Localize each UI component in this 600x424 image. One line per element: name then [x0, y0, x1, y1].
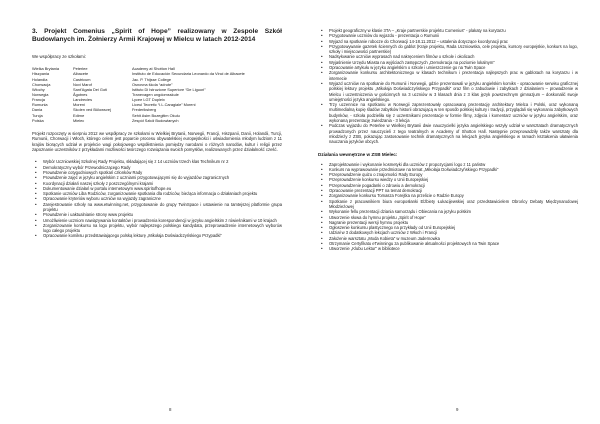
list-item: • Demokratyczny wybór Przewodniczącego Rady — [32, 165, 282, 170]
list-item: • Otrzymanie Certyfikatu eTwinningu za publikowanie aktualności projektowych na Twin Space — [318, 241, 578, 246]
list-item: • Spotkanie uczniów Liba Rodziców, zorganizowanie spotkania dla rodziców, bieżąca informacja o działaniach projektu — [32, 191, 282, 196]
partner-school: Frederiksberg — [132, 107, 157, 113]
section-heading: Działania wewnętrzne w ZSB Mielec: — [318, 151, 398, 157]
partner-country: Polska — [32, 117, 44, 123]
list-item: • Opracowanie prezentacji PPT na temat demokracji — [318, 188, 578, 193]
partner-school: Osnovna škola “adrute” — [132, 81, 173, 87]
partner-school: Tranevagen ungdomsskule — [132, 92, 179, 97]
partner-row — [32, 118, 245, 123]
partner-school: Liceul Teoretic “I.L.Caragiale” Moreni — [132, 102, 196, 108]
partner-country: Dania — [32, 107, 43, 113]
list-item: • Opracowanie kryteriów wyboru uczniów na wyjazdy zagraniczne — [32, 196, 282, 201]
list-item: • Koordynacji działań naszej szkoły z poszczególnymi krajami — [32, 181, 282, 186]
list-item: • Spotkanie z pracownikiem biura europosłanki Elżbiety Łukacijewskiej oraz przedstawicielem Obrońcy Debaty Międzynarodowej Młodzieżowej — [318, 199, 578, 210]
list-item: • Opracowanie komiksu przedstawiającego polską lekturę „Mikołaja Doświadczyńskiego Przypadki” — [32, 233, 282, 238]
list-item: • Wyjaśnienie Urzędu Miasta na wyjściach zastępczych „Demokracja na poziomie lokalnym” — [318, 60, 578, 65]
partner-school: Academy at Shotton Hall — [132, 66, 175, 72]
list-item: • Założenie warsztatu „Moda Kobieta” w muzeum Jadernowka — [318, 236, 578, 241]
partner-country: Francja — [32, 97, 45, 103]
page-number: 9 — [456, 407, 459, 412]
list-item: • Prowadzenie i uaktualnianie strony www projektu — [32, 212, 282, 217]
partner-school: Istituto Di Istruzione Superiore “De Liguori” — [132, 86, 206, 92]
document-title: 3. Projekt Comenius „Spirit of Hope” realizowany w Zespole Szkół Budowlanych im. Żołnierzy Armii Krajowej w Mielcu w latach 2012-2014 — [32, 28, 282, 44]
partner-country: Turcja — [32, 112, 43, 118]
list-item: • Wykonanie fellu prezentacji dziania samorządu i Obiecania na języku polskim — [318, 209, 578, 214]
list-item: • Przeprowadzenie konkursu wiedzy o Unii Europejskiej — [318, 177, 578, 182]
list-item: • Wyjazd na spotkanie robocze do Chorwacji 14-18.11.2012 – ustalenia dotyczące koordynacji prac — [318, 39, 578, 44]
internal-activities-list — [318, 162, 578, 252]
partner-country: Norwegia — [32, 92, 49, 97]
partner-city: Novi Marof — [73, 81, 92, 87]
partner-country: Włochy — [32, 86, 45, 92]
list-item: • Zaprojektowanie i wykonanie kosmetyki dla uczniów z propozycjami logo z 11 państw — [318, 162, 578, 167]
project-description: Projekt rozpoczęty w sierpniu 2012 we współpracy ze szkołami w Wielkiej Brytanii, Norwegii, Francji, Hiszpanii, Danii, Holandii, Turcji, Rumunii, Chorwacji i Włoch, którego celem jest poparcie procesu obywatelskiej europejskości i uświadomienia młodym ludziom z 11 krajów biorących udział w projekcie wagi pokojowego współistnienia pomiędzy narodami o różnych narodów, kultur i religii przez zapoznanie uczestników z przykładami możliwości twórczego rozwiązania swoich pomysłów, realizowanych przez działalność cześć. — [32, 130, 282, 152]
list-item: • Przygotowywanie gazetek ściennych do gablot (Kraje projektu, Rada Uczniowska, cele projektu, kursory europejskie, konkurs na logo, szkoły i miejscowości partnerskie) — [318, 44, 578, 55]
list-item: • Nadsyłowanie uczniów wyprasach nad nakręceniem filmów o szkole i okolicach — [318, 54, 578, 59]
list-item: • Umożliwienie uczniom nawiązywania kontaktów i prowadzenia korespondencji w języku angielskim z rówieśnikami w 10 krajach — [32, 218, 282, 223]
partner-school: Instituto de Educación Secundaria Leonardo da Vinci de Albacete — [132, 71, 245, 77]
list-item: • Zorganizowanie konkursu architektonicznego w klasach technikum i prezentacja najlepszych prac w gablotach na korytarzu i w internecie — [318, 70, 578, 81]
partner-city: Moreni — [73, 102, 85, 108]
partner-city: Landrecies — [73, 97, 93, 103]
list-item: • Zorganizowanie konkursu Tomasza Forejtka na przelicie o Radzie Europy — [318, 193, 578, 198]
list-item: • Konkurs na wyprawowanie przedmiotowe na temat „Mikołaja Doświadczyńskiego Przypadki” — [318, 167, 578, 172]
partner-city: Edirne — [73, 112, 85, 118]
list-item: • Nagranie prezentacji wersji hymnu projektu — [318, 220, 578, 225]
list-item: • Udział w 3 dodatkowych lekcjach uczniów z Włoch i Francji — [318, 230, 578, 235]
right-page — [300, 0, 600, 424]
list-item: • Opracowanie artykułu w języku angielskim o szkole i umieszczenie go na Twin Space — [318, 65, 578, 70]
list-item: • Zarejestrowanie szkoły na www.etwinning.net, przygotowanie do grupy TwinSpace i ustawienie na tamtejszej platformie grupa projektu — [32, 202, 282, 213]
list-item: • Zorganizowanie konkursu na logo projektu, wybór najlepszego polskiego kandydata, przeprowadzenie internetowych wyborów logo całego projektu — [32, 223, 282, 234]
activities-list — [32, 159, 282, 238]
list-item: • Trzy uczennice na spotkaniu w Norwegii zaprezentowały opracowaną prezentację architektury Mielca i Polski, oraz wykonaną multimedialną kopię śladów zabytków historii obrazującą w ten sposób polskiej kultury i tradycji, przyglądali się wykonaniu zabytkowych budynków, - szkoła podzieliła się z uczestnikami prezentacje w formie filmy, zdjęcia i komentarz uczniów w języku angielskim, oraz wykonaną prezentację zwiedzania - 3 lekcja — [318, 102, 578, 123]
partner-schools-table — [32, 66, 245, 123]
partner-country: Rumunia — [32, 102, 48, 108]
list-item: • Prowadzenie cotygodniowych spotkań członków Rady — [32, 170, 282, 175]
list-item: • Utworzenie słowa do hymnu projektu „Spirit of Hope” — [318, 215, 578, 220]
partner-country: Holandia — [32, 76, 48, 82]
activities-list-continued — [318, 28, 578, 145]
partner-school: Lycee LGT Dupleix — [132, 97, 165, 103]
list-item: • Przeprowadzenie pogadanki o zdrowiu a demokracji — [318, 183, 578, 188]
list-item: • Przeprowadzenie quizu o znajomości Rady Europy — [318, 172, 578, 177]
list-item: • Utworzenie „Klubu Lektur” w bibliotece — [318, 246, 578, 251]
partner-city: Sant'Agata Dei Goti — [73, 86, 108, 92]
partners-intro: We współpracy ze szkołami: — [32, 53, 86, 59]
partner-city: Skolen ved Bülowsvej — [73, 107, 111, 113]
list-item: • Przygotowanie uczniów do wyjazdu - prezentacja o Rumunii — [318, 33, 578, 38]
list-item: • Dokumentowanie działań w portalu internetowym www.spiritofhope.eu — [32, 186, 282, 191]
partner-country: Wielka Brytania — [32, 66, 60, 72]
list-item: • Ogłoszenie konkursu plastycznego na przykłady od Unii Europejskiej — [318, 225, 578, 230]
partner-school: Sehit Asim Bozegitim Okulu — [132, 112, 180, 118]
list-item: • Prowadzenie zajęć w języku angielskim z uczniami przygotowującymi się do wyjazdów zagranicznych — [32, 175, 282, 180]
partner-city: Ågotnes — [73, 92, 88, 97]
list-item: • Podczas wyjazdu do Peterlee w Wielkiej Brytanii dwie nauczycielki języka angielskiego wszyły udział w warsztatach dramatycznych prowadzonych przez nauczycieli z tego teatralnych w Academy of Shotton Hall. Następnie przeprowadziły także warsztaty dla młodzieży z ZSB, pokazując zastosowanie technik dramatycznych na lekcjach języka angielskiego w ramach kształcenia ułatwienia nauczania języków obcych. — [318, 123, 578, 144]
list-item: • Projekt geograficzny w klasie 3TA – „Kraje partnerskie projektu Comenius” - plakaty na korytarzu — [318, 28, 578, 33]
partner-city: Peterlee — [73, 66, 88, 72]
partner-country: Chorwacja — [32, 81, 51, 87]
page-number: 8 — [169, 407, 172, 412]
partner-country: Hiszpania — [32, 71, 50, 77]
partner-city: Castricum — [73, 76, 91, 82]
partner-school: Jac. P. Thijsse College — [132, 76, 171, 82]
list-item: • Wybór Uczniowskiej Szkolnej Rady Projektu, składającej się z 14 uczniów trzech klas Technikum nr 2 — [32, 159, 282, 164]
partner-city: Albacete — [73, 71, 89, 77]
partner-city: Mielec — [73, 117, 85, 123]
list-item: • Wyjazd uczniów na spotkanie do Rumunii i Norwegii, gdzie prezentowali w języku angielskim komiks - opracowanie serwisu graficznej polskiej lektury projektu „Mikołaja Doświadczyńskiego Przypadki” oraz film o zabudowie i zabytkach z działaniem – prowadzenie w Mielcu i uczestniczenia w gościnnych na 3 uczniów w 3 klasach dnia z 3 klas język powszechnym gimnazjum – doskonalić swoje umiejętności języka angielskiego. — [318, 81, 578, 102]
partner-school: Zespół Szkół Budowlanych — [132, 117, 179, 123]
